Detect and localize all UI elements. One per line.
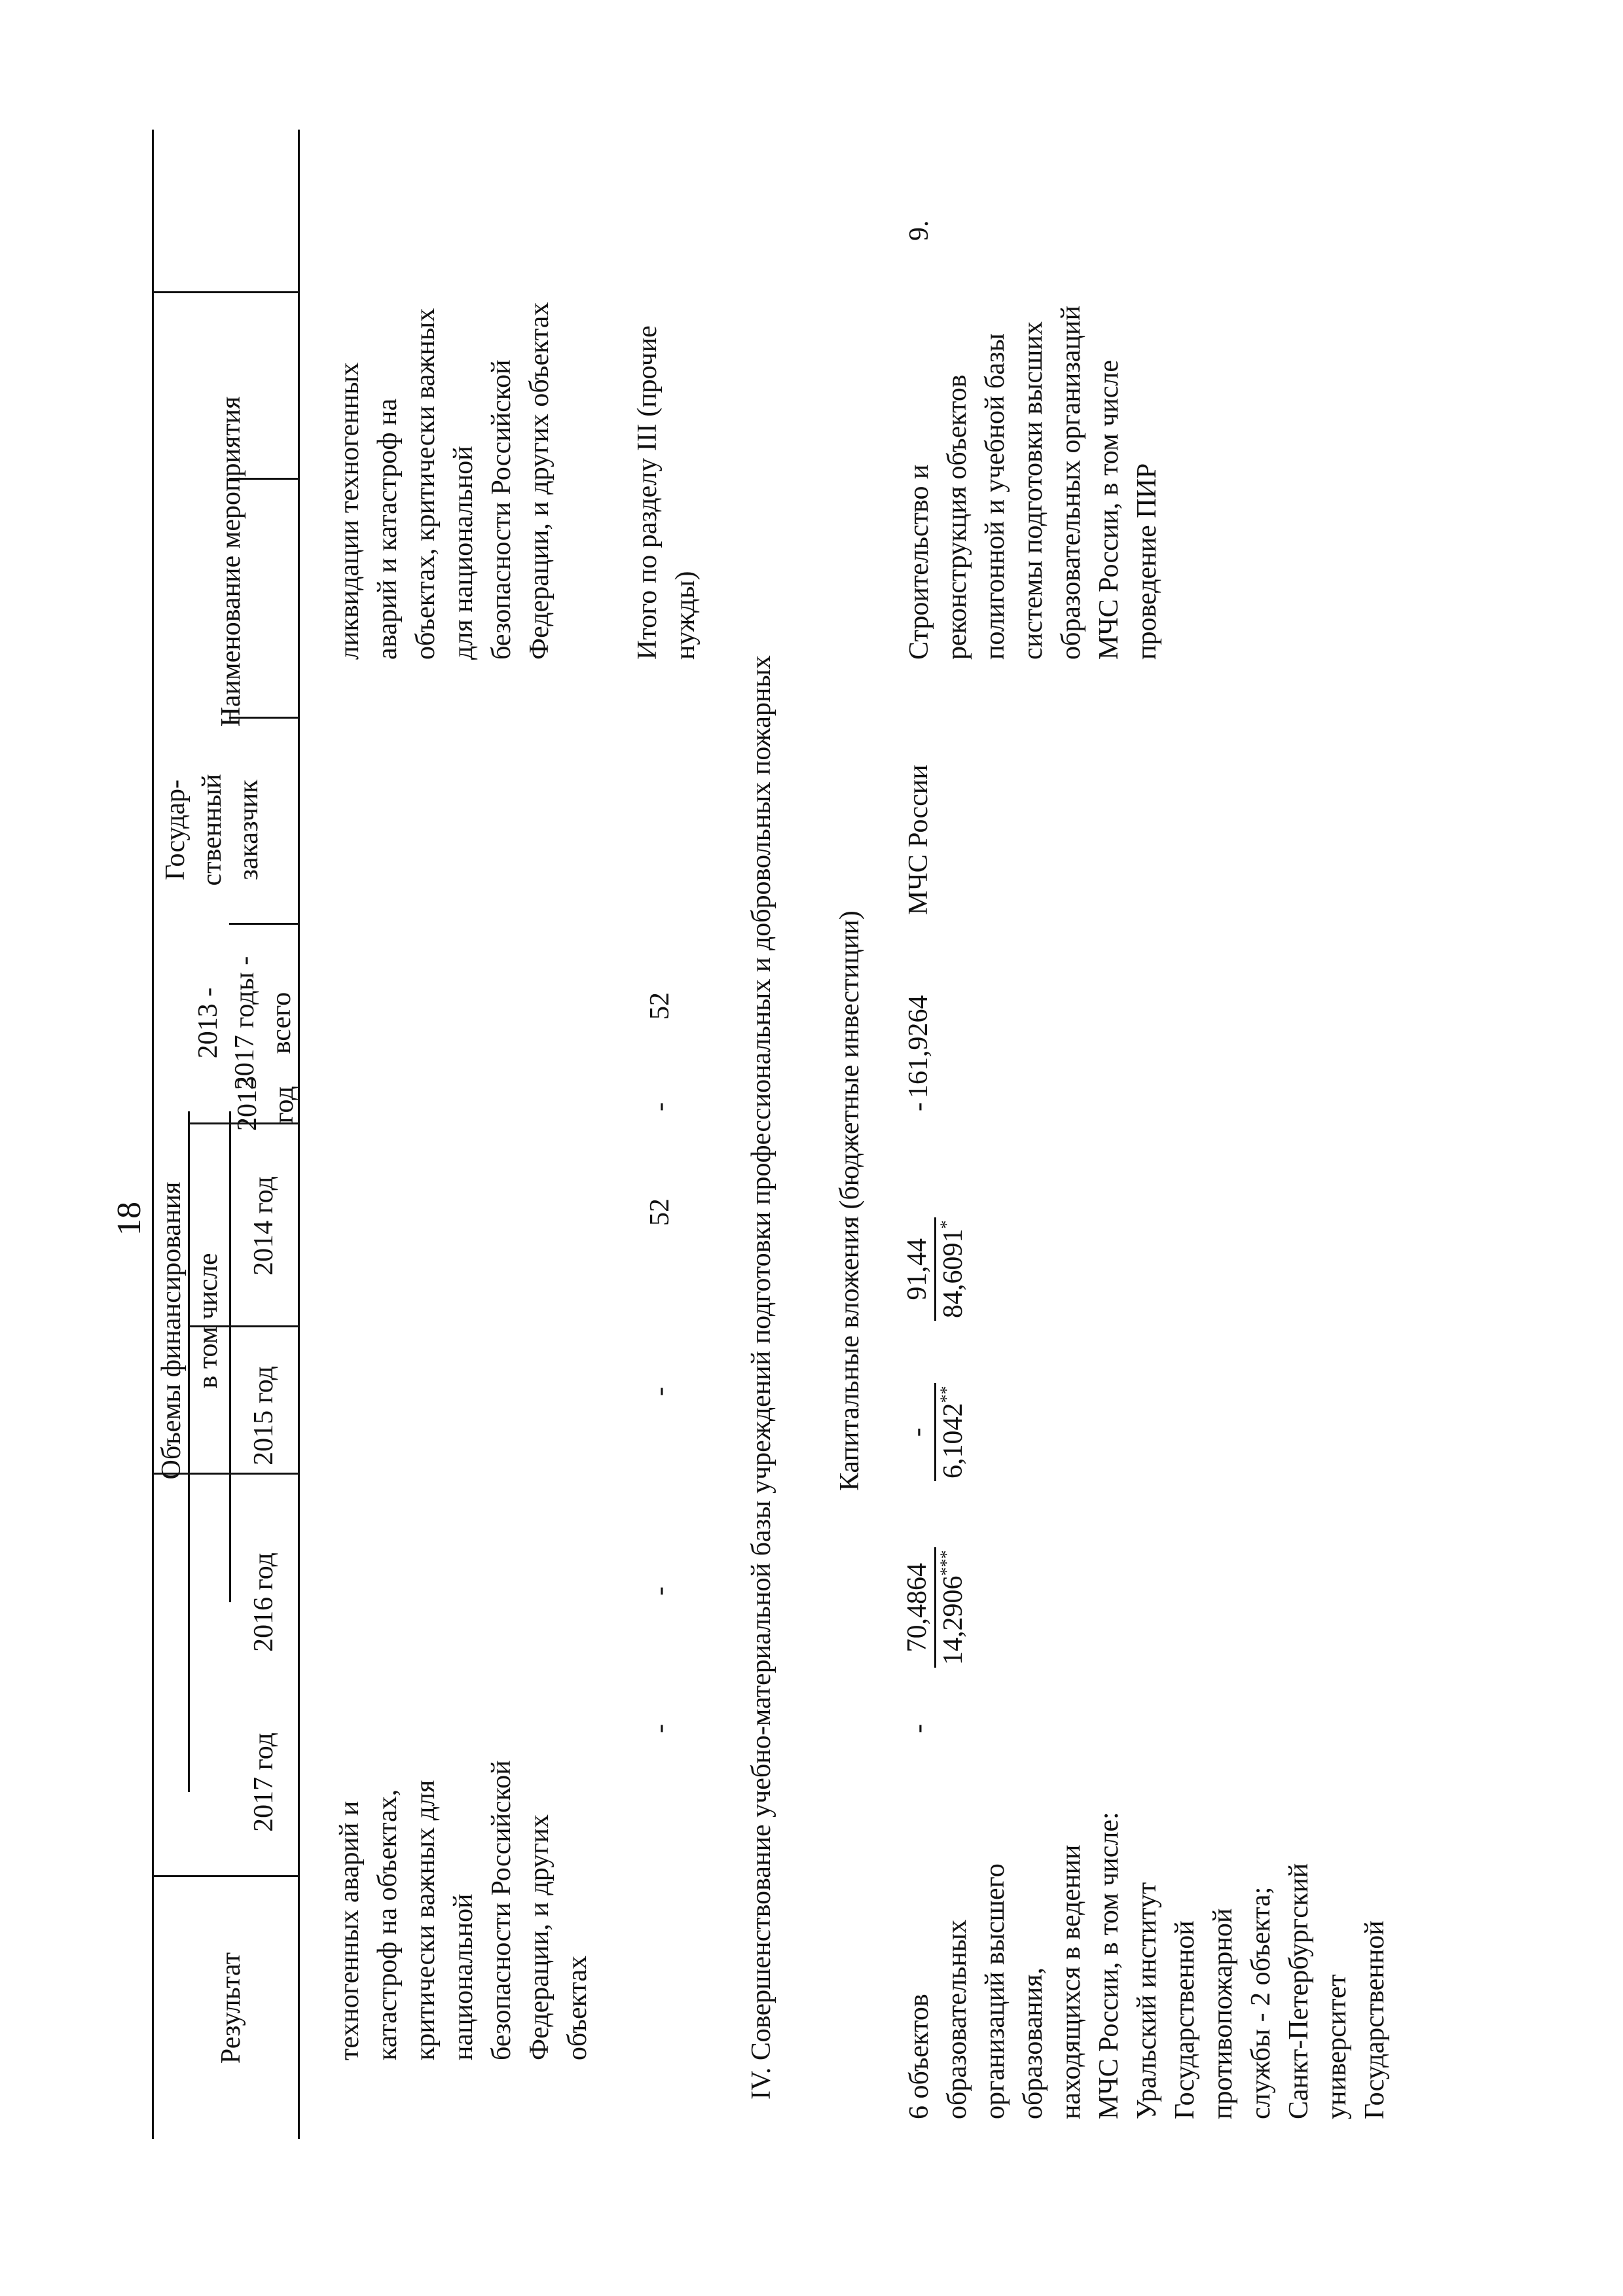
incl-divider bbox=[229, 1111, 231, 1602]
col-sep-2017 bbox=[152, 291, 298, 293]
row-9-2013: - bbox=[903, 1102, 934, 1111]
row-cont-result-l7: объектах bbox=[562, 1955, 593, 2060]
row-total-name bbox=[629, 202, 704, 660]
row-9-result-l2: образовательных bbox=[942, 1920, 972, 2119]
row-9-2014-denominator bbox=[936, 1218, 970, 1321]
row-total-2017: - bbox=[645, 1724, 675, 1733]
row-9-name-l5: образовательных организаций bbox=[1056, 306, 1086, 660]
row-9-result-l11: Санкт-Петербургский bbox=[1284, 1863, 1314, 2119]
section-iv-heading: IV. Совершенствование учебно-материальной базы учреждений подготовки профессиональных и добровольных пожарных bbox=[746, 655, 776, 2100]
row-9-2015-numerator: - bbox=[900, 1384, 936, 1482]
row-9-name bbox=[900, 202, 1166, 660]
header-incl: в том числе bbox=[193, 1253, 223, 1389]
header-2014: 2014 год bbox=[249, 1176, 279, 1276]
row-9-2017: - bbox=[903, 1724, 934, 1733]
header-total-l2: 2017 годы - bbox=[230, 956, 260, 1090]
row-9-result-l4: образования, bbox=[1018, 1967, 1048, 2119]
header-customer-l3: заказчик bbox=[234, 780, 264, 880]
row-total-total: 52 bbox=[645, 992, 675, 1020]
header-2013 bbox=[229, 1076, 302, 1131]
row-9-result-l5: находящихся в ведении bbox=[1056, 1844, 1086, 2119]
row-9-result-l6: МЧС России, в том числе: bbox=[1094, 1812, 1124, 2119]
header-result: Результат bbox=[216, 1952, 246, 2064]
row-total-2013: - bbox=[645, 1102, 675, 1111]
row-9-2016-value bbox=[900, 1548, 970, 1668]
header-2013-l1: 2013 bbox=[232, 1076, 263, 1131]
row-9-2015-den-value: 6,1042 bbox=[938, 1403, 968, 1479]
header-2015: 2015 год bbox=[249, 1366, 279, 1465]
row-9-result-l12: университет bbox=[1322, 1974, 1352, 2119]
row-9-2015-value bbox=[900, 1384, 970, 1482]
header-bottom-border bbox=[298, 130, 300, 2139]
row-cont-result-l3: критически важных для bbox=[410, 1780, 441, 2060]
page-number: 18 bbox=[111, 1202, 148, 1236]
row-cont-name-l1: ликвидации техногенных bbox=[335, 362, 365, 660]
header-total-l3: всего bbox=[266, 992, 297, 1054]
row-9-name-l1: Строительство и bbox=[904, 464, 934, 660]
row-9-result-l1: 6 объектов bbox=[904, 1994, 934, 2119]
row-9-2016-den-value: 14,2906 bbox=[938, 1575, 968, 1665]
row-9-customer: МЧС России bbox=[903, 764, 934, 915]
row-cont-result-l2: катастроф на объектах, bbox=[373, 1789, 403, 2060]
row-9-2014-value bbox=[900, 1218, 970, 1321]
row-cont-result-l5: безопасности Российской bbox=[486, 1760, 517, 2060]
row-9-2015-footnote-mark: ** bbox=[937, 1386, 956, 1403]
row-9-total: 161,9264 bbox=[903, 995, 934, 1098]
row-9-result bbox=[900, 1674, 1394, 2119]
header-2016: 2016 год bbox=[249, 1552, 279, 1652]
row-cont-name bbox=[331, 202, 558, 660]
header-2017: 2017 год bbox=[249, 1732, 279, 1832]
row-9-name-l7: проведение ПИР bbox=[1132, 463, 1162, 660]
row-9-2015-denominator bbox=[936, 1384, 970, 1482]
row-cont-result-l4: национальной bbox=[448, 1893, 479, 2060]
row-9-2014-footnote-mark: * bbox=[937, 1220, 956, 1229]
row-9-2014-den-value: 84,6091 bbox=[938, 1229, 968, 1318]
header-customer-l1: Государ- bbox=[160, 779, 191, 881]
row-9-name-l4: системы подготовки высших bbox=[1018, 321, 1048, 660]
col-sep-name bbox=[152, 1875, 298, 1877]
row-9-result-l3: организаций высшего bbox=[980, 1863, 1010, 2119]
row-9-result-l13: Государственной bbox=[1360, 1920, 1390, 2119]
row-cont-name-l3: объектах, критически важных bbox=[410, 308, 441, 660]
row-cont-name-l6: Федерации, и других объектах bbox=[524, 302, 555, 660]
header-total-l1: 2013 - bbox=[193, 987, 223, 1059]
header-customer bbox=[157, 735, 267, 925]
row-9-2016-numerator: 70,4864 bbox=[900, 1548, 936, 1668]
row-9-result-l7: Уральский институт bbox=[1132, 1882, 1162, 2119]
row-9-2016-denominator bbox=[936, 1548, 970, 1668]
header-2013-l2: год bbox=[269, 1086, 299, 1124]
header-customer-l2: ственный bbox=[197, 774, 227, 886]
row-cont-name-l5: безопасности Российской bbox=[486, 359, 517, 660]
row-cont-result-l1: техногенных аварий и bbox=[335, 1801, 365, 2060]
header-name: Наименование мероприятия bbox=[216, 396, 246, 727]
row-9-result-l10: службы - 2 объекта; bbox=[1246, 1886, 1276, 2119]
row-total-name-l2: нужды) bbox=[670, 571, 701, 660]
row-9-number: 9. bbox=[904, 220, 934, 241]
header-funding: Объемы финансирования bbox=[156, 1181, 187, 1480]
row-9-2014-numerator: 91,44 bbox=[900, 1218, 936, 1321]
row-total-2014: 52 bbox=[645, 1198, 675, 1226]
row-total-name-l1: Итого по разделу III (прочие bbox=[632, 325, 663, 660]
row-9-name-l3: полигонной и учебной базы bbox=[980, 333, 1010, 660]
row-9-name-l2: реконструкция объектов bbox=[942, 374, 972, 660]
row-total-2016: - bbox=[645, 1587, 675, 1596]
row-9-name-l6: МЧС России, в том числе bbox=[1094, 359, 1124, 660]
subsection-heading: Капитальные вложения (бюджетные инвестиции) bbox=[835, 910, 865, 1491]
row-cont-name-l2: аварий и катастроф на bbox=[373, 398, 403, 660]
row-cont-result-l6: Федерации, и других bbox=[524, 1814, 555, 2060]
row-total-2015: - bbox=[645, 1387, 675, 1396]
row-cont-name-l4: для национальной bbox=[448, 446, 479, 660]
row-9-2016-footnote-mark: *** bbox=[937, 1550, 956, 1576]
row-9-result-l9: противопожарной bbox=[1208, 1908, 1238, 2119]
row-9-result-l8: Государственной bbox=[1170, 1920, 1200, 2119]
row-cont-result bbox=[331, 1655, 596, 2060]
